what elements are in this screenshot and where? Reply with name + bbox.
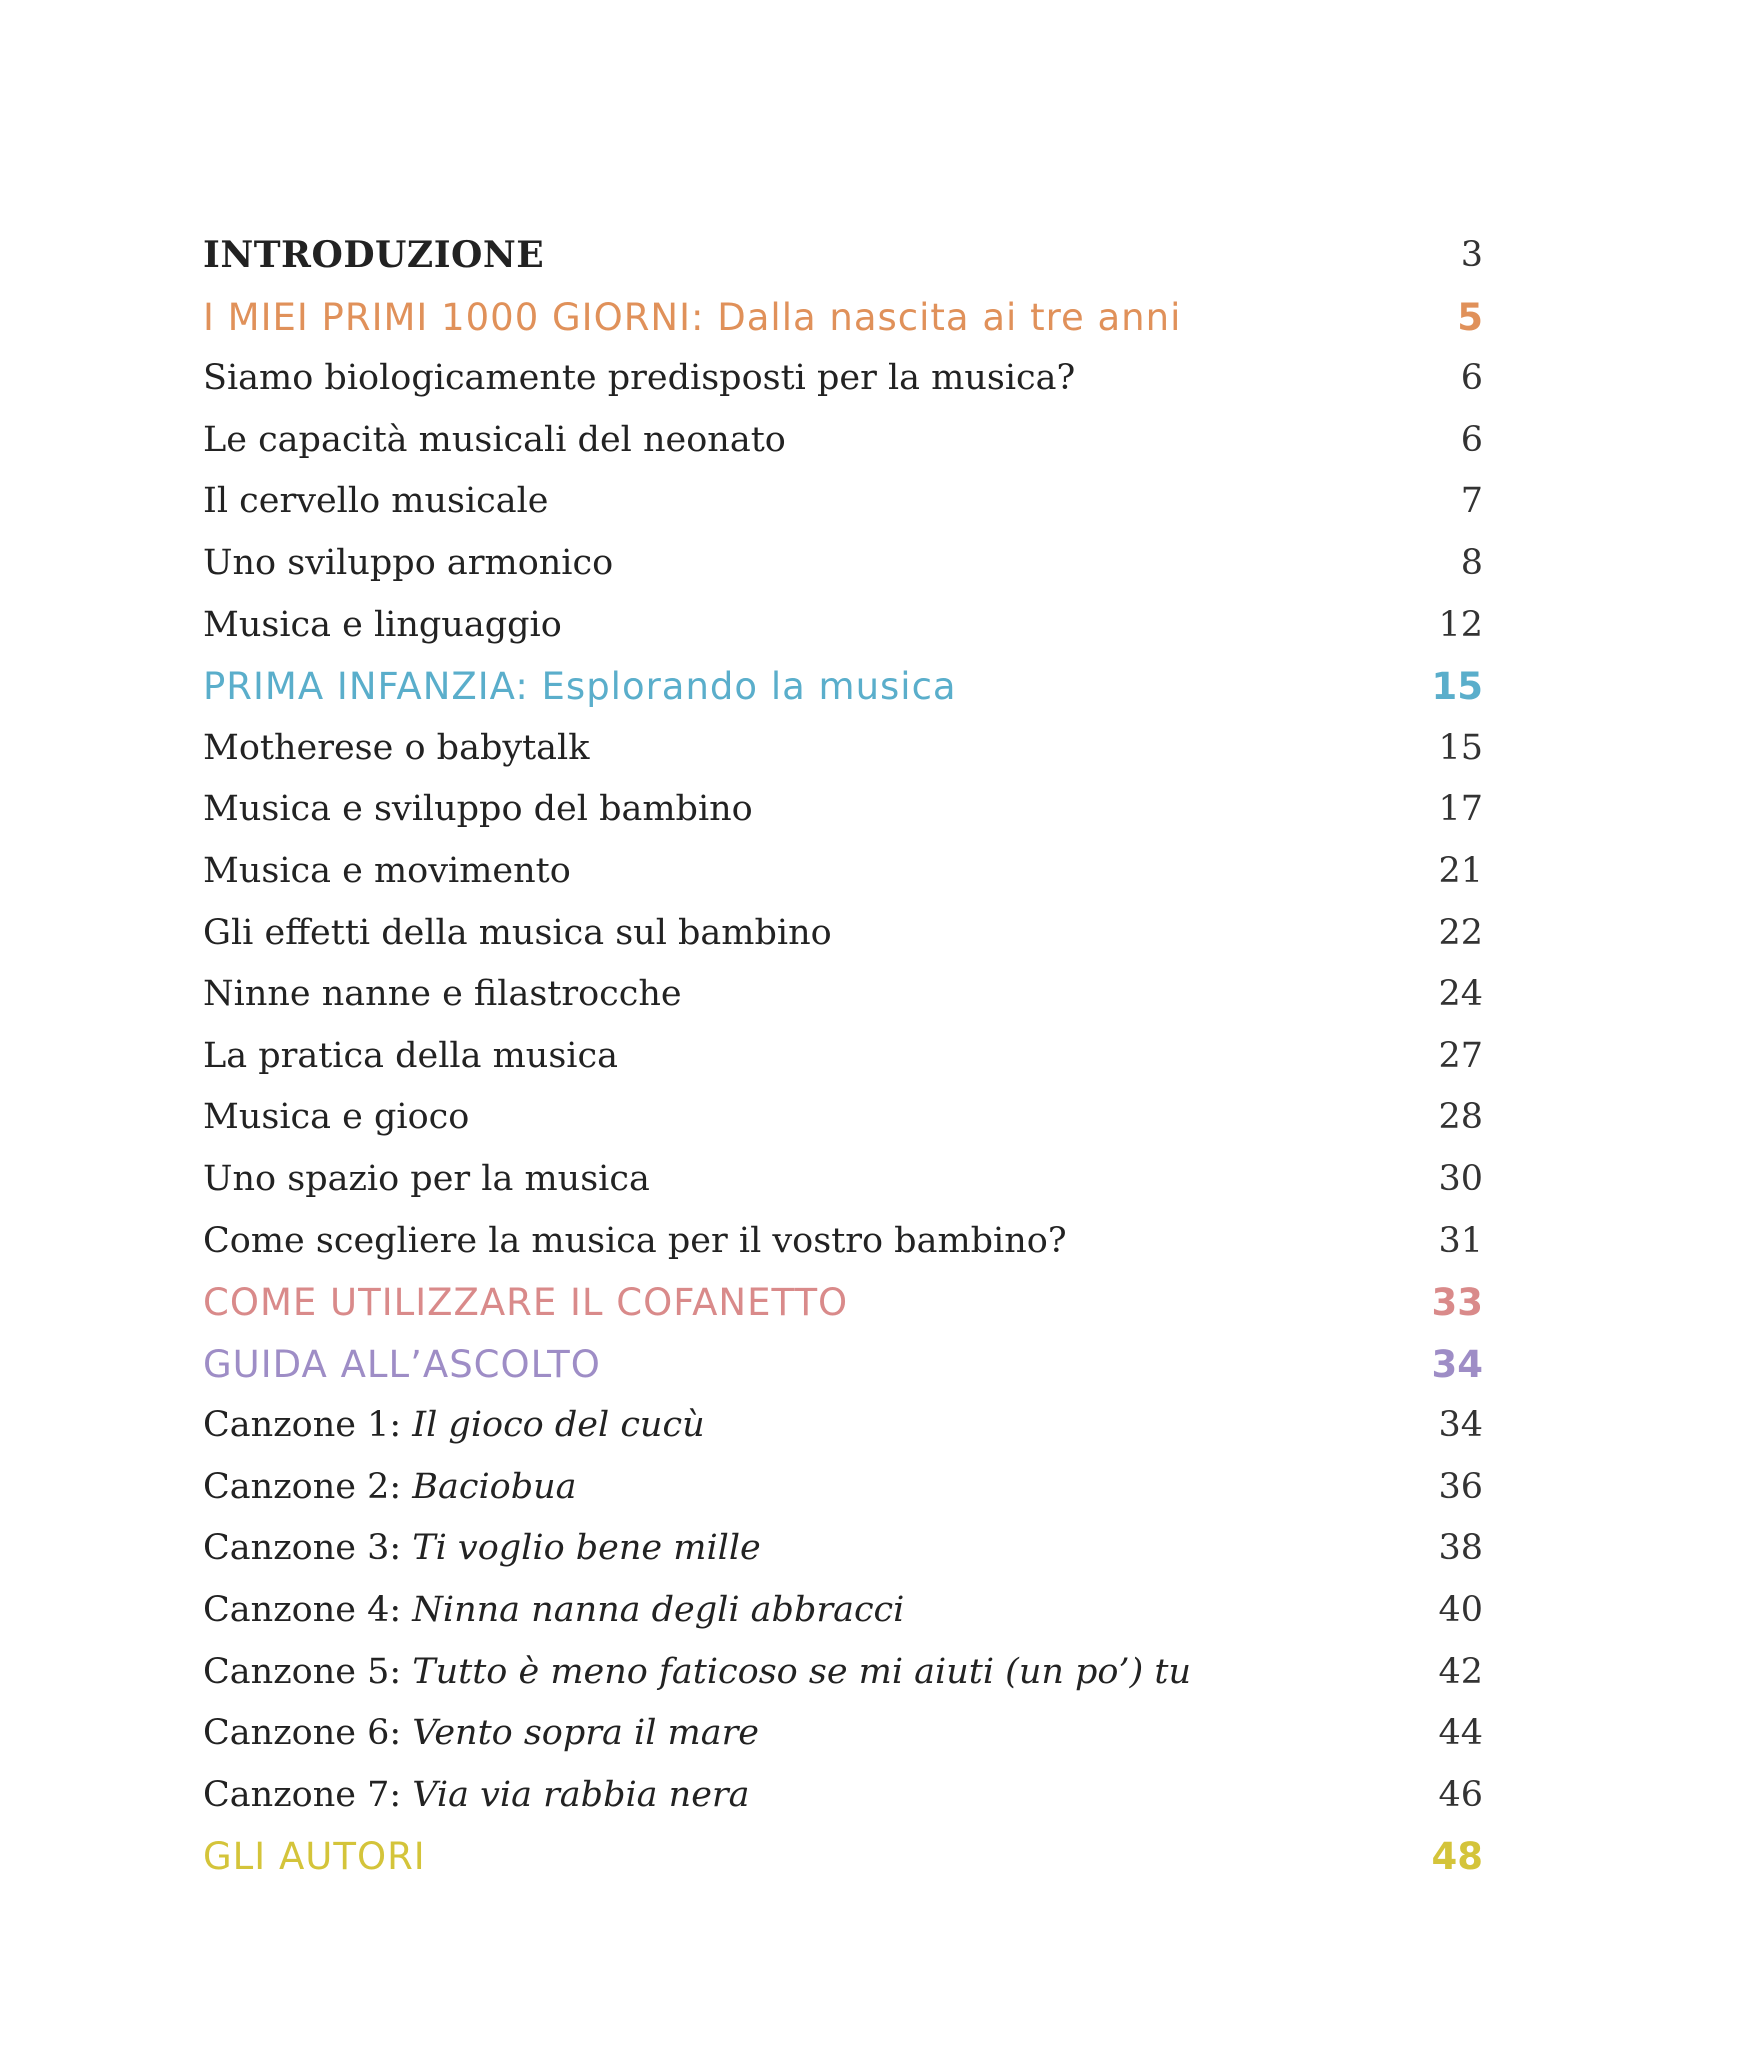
toc-section-title: COME UTILIZZARE IL COFANETTO — [203, 1281, 849, 1325]
toc-entry-title: Uno sviluppo armonico — [203, 542, 614, 583]
toc-entry-title — [203, 1765, 750, 1827]
toc-section-page: 34 — [1431, 1342, 1483, 1386]
toc-entry-page: 46 — [1438, 1774, 1483, 1815]
toc-entry — [203, 533, 1483, 595]
toc-entry-page: 6 — [1460, 358, 1483, 399]
toc-section-title: I MIEI PRIMI 1000 GIORNI: Dalla nascita ai tre anni — [203, 295, 1182, 339]
song-title: Il gioco del cucù — [412, 1405, 705, 1446]
toc-entry — [203, 410, 1483, 472]
song-number: Canzone 4: — [203, 1590, 413, 1631]
toc-section-title: PRIMA INFANZIA: Esplorando la musica — [203, 665, 957, 709]
toc-entry-title — [203, 1518, 761, 1580]
toc-song-entry — [203, 1457, 1483, 1519]
toc-entry — [203, 964, 1483, 1026]
toc-entry-title: La pratica della musica — [203, 1035, 618, 1076]
toc-entry-title: Musica e movimento — [203, 850, 571, 891]
toc-entry-page: 44 — [1438, 1713, 1483, 1754]
toc-entry-page: 36 — [1438, 1466, 1483, 1507]
toc-entry-title — [203, 1457, 577, 1519]
song-number: Canzone 7: — [203, 1774, 413, 1815]
toc-song-entry — [203, 1765, 1483, 1827]
toc-entry — [203, 718, 1483, 780]
toc-entry-page: 21 — [1438, 850, 1483, 891]
toc-entry-page: 38 — [1438, 1528, 1483, 1569]
table-of-contents — [203, 225, 1483, 1888]
toc-entry — [203, 595, 1483, 657]
toc-section-page: 15 — [1431, 665, 1483, 709]
toc-entry-title: Il cervello musicale — [203, 481, 549, 522]
song-number: Canzone 6: — [203, 1713, 413, 1754]
song-title: Ti voglio bene mille — [412, 1528, 761, 1569]
toc-entry-page: 6 — [1460, 419, 1483, 460]
toc-entry-page: 28 — [1438, 1097, 1483, 1138]
toc-entry-page: 40 — [1438, 1590, 1483, 1631]
toc-section-page: 48 — [1431, 1835, 1483, 1879]
toc-entry-page: 42 — [1438, 1651, 1483, 1692]
toc-entry-title: Musica e gioco — [203, 1097, 470, 1138]
toc-entry-title: Musica e linguaggio — [203, 604, 562, 645]
song-number: Canzone 2: — [203, 1466, 413, 1507]
toc-section-autori — [203, 1826, 1483, 1888]
toc-entry-title: Siamo biologicamente predisposti per la musica? — [203, 358, 1076, 399]
toc-section-guida-ascolto — [203, 1334, 1483, 1396]
toc-entry — [203, 779, 1483, 841]
toc-entry — [203, 1087, 1483, 1149]
toc-entry-title — [203, 1395, 705, 1457]
song-title: Baciobua — [412, 1466, 577, 1507]
toc-entry-title: INTRODUZIONE — [203, 234, 545, 276]
toc-entry-title: Le capacità musicali del neonato — [203, 419, 786, 460]
toc-entry-page: 24 — [1438, 974, 1483, 1015]
toc-entry-page: 31 — [1438, 1220, 1483, 1261]
toc-section-page: 33 — [1431, 1281, 1483, 1325]
toc-entry-title: Come scegliere la musica per il vostro bambino? — [203, 1220, 1067, 1261]
toc-section-title: GLI AUTORI — [203, 1835, 426, 1879]
toc-entry-title — [203, 1703, 759, 1765]
toc-entry-title: Gli effetti della musica sul bambino — [203, 912, 832, 953]
toc-entry-page: 27 — [1438, 1035, 1483, 1076]
toc-entry-title — [203, 1580, 904, 1642]
toc-entry-title: Motherese o babytalk — [203, 727, 590, 768]
toc-entry — [203, 348, 1483, 410]
toc-entry-title — [203, 1642, 1191, 1704]
toc-song-entry — [203, 1518, 1483, 1580]
toc-entry-page: 30 — [1438, 1158, 1483, 1199]
toc-entry — [203, 1211, 1483, 1273]
toc-entry-page: 22 — [1438, 912, 1483, 953]
song-title: Via via rabbia nera — [412, 1774, 750, 1815]
song-title: Tutto è meno faticoso se mi aiuti (un po’) tu — [412, 1651, 1192, 1692]
toc-entry-page: 7 — [1460, 481, 1483, 522]
toc-entry-page: 17 — [1438, 789, 1483, 830]
toc-entry-title: Ninne nanne e filastrocche — [203, 974, 682, 1015]
toc-entry-title: Musica e sviluppo del bambino — [203, 789, 753, 830]
song-number: Canzone 5: — [203, 1651, 413, 1692]
toc-entry-introduzione — [203, 225, 1483, 287]
toc-section-prima-infanzia — [203, 656, 1483, 718]
toc-entry-page: 3 — [1460, 235, 1483, 275]
song-number: Canzone 1: — [203, 1405, 413, 1446]
toc-entry-page: 12 — [1438, 604, 1483, 645]
toc-entry-page: 15 — [1438, 727, 1483, 768]
toc-entry — [203, 1026, 1483, 1088]
toc-entry-page: 8 — [1460, 542, 1483, 583]
toc-entry — [203, 1149, 1483, 1211]
toc-entry-title: Uno spazio per la musica — [203, 1158, 650, 1199]
toc-entry — [203, 841, 1483, 903]
toc-section-title: GUIDA ALL’ASCOLTO — [203, 1342, 601, 1386]
song-number: Canzone 3: — [203, 1528, 413, 1569]
toc-entry — [203, 471, 1483, 533]
song-title: Vento sopra il mare — [412, 1713, 760, 1754]
toc-entry-page: 34 — [1438, 1405, 1483, 1446]
toc-section-cofanetto — [203, 1272, 1483, 1334]
toc-entry — [203, 903, 1483, 965]
song-title: Ninna nanna degli abbracci — [412, 1590, 905, 1631]
toc-section-page: 5 — [1457, 295, 1483, 339]
toc-song-entry — [203, 1395, 1483, 1457]
toc-song-entry — [203, 1642, 1483, 1704]
toc-song-entry — [203, 1703, 1483, 1765]
toc-song-entry — [203, 1580, 1483, 1642]
toc-section-primi-1000-giorni — [203, 287, 1483, 349]
